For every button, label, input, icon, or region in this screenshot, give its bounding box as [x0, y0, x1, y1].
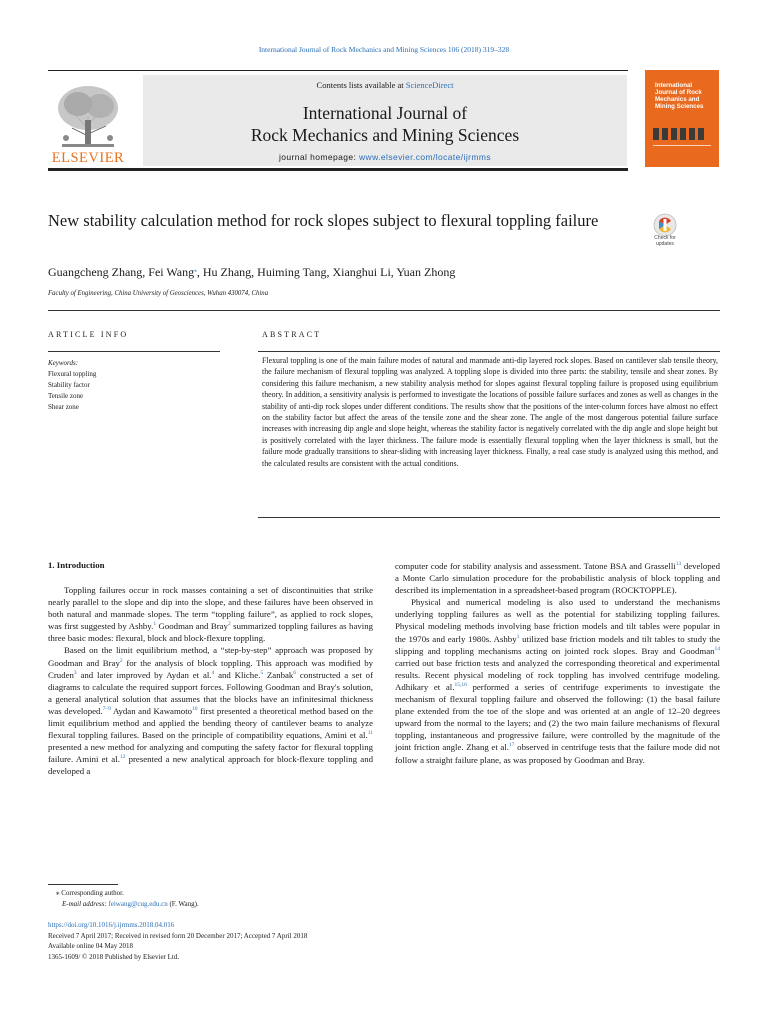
keyword: Flexural toppling — [48, 370, 97, 378]
keywords-label: Keywords: — [48, 359, 79, 367]
paragraph: Toppling failures occur in rock masses containing a set of discontinuities that strike nearly parallel to the slope and dip into the slope, and these failures have been observed in both natural and manmade slopes. The term “toppling failure”, as applied to rock slopes, was first suggested by Ashby.$^1$ Goodman and Bray$^2$ summarized toppling failures as having three basic modes: flexural, block and block-flexure toppling. — [48, 585, 373, 644]
citation-ref[interactable]: 5 — [260, 669, 264, 676]
header-bottom-rule — [48, 168, 628, 171]
journal-title: International Journal of Rock Mechanics and Mining Sciences — [250, 103, 520, 145]
citation-ref[interactable]: 6 — [293, 669, 297, 676]
body-column-left — [48, 584, 373, 778]
citation-ref[interactable]: 17 — [509, 742, 515, 749]
paragraph: Physical and numerical modeling is also used to understand the mechanisms underlying toppling failures as well as the potential for stabilizing toppling failures. Physical modeling methods involving base friction models and tilt tables were popular in the 1970s and early 1980s. Ashby$^1$ utilized base friction models and tilt tables to study the slipping and toppling mechanisms acting on jointed rock slopes. Bray and Goodman$^{14}$ carried out base friction tests and analyzed the corresponding theoretical and experimental results. Recent physical modeling of rock toppling has involved centrifuge modeling. Adhikary et al.$^{15,16}$ performed a series of centrifuge experiments to investigate the mechanism of flexural toppling failure and observed the following: (1) the basal failure plane extended from the toe of the slope and was oriented at an angle of 12–20 degrees upward from the normal to the layers; and (2) the two main failure mechanisms of flexural toppling, instantaneous and progressive failure, were controlled by the magnitude of the joint friction angle. Zhang et al.$^{17}$ observed in centrifuge tests that the failure mode did not follow a straight failure plane, as was proposed by Goodman and Bray. — [395, 597, 721, 765]
online-date: Available online 04 May 2018 — [48, 942, 134, 950]
received-dates: Received 7 April 2017; Received in revised form 20 December 2017; Accepted 7 April 2018 — [48, 931, 308, 940]
email-link[interactable]: feiwang@cug.edu.cn — [108, 900, 168, 908]
abstract-heading: ABSTRACT — [262, 330, 322, 339]
body-column-right — [395, 560, 720, 766]
citation-ref[interactable]: 2 — [227, 621, 231, 628]
cover-image-strip — [653, 128, 711, 140]
citation-ref[interactable]: 4 — [211, 669, 215, 676]
paragraph: computer code for stability analysis and assessment. Tatone BSA and Grasselli$^{13}$ developed a Monte Carlo simulation procedure for the probabilistic analysis of block toppling and described its implementation in a spreadsheet-based program (ROCKTOPPLE). — [395, 561, 720, 596]
paper-title: New stability calculation method for rock slopes subject to flexural toppling failure — [48, 211, 599, 230]
citation-ref[interactable]: 12 — [119, 754, 126, 761]
abstract-text: Flexural toppling is one of the main failure modes of natural and manmade anti-dip layered rock slopes. Based on cantilever slab tensile theory, the failure mechanism of flexural toppling was analyzed. A toppling slope is divided into three parts: the stability, tensile and shear zones. By considering this failure mechanism, a new stability analysis method for slopes against flexural toppling failure is proposed using equilibrium theory. In addition, a sensitivity analysis is performed to investigate the locations of possible failure surfaces and zones as well as changes in the stability of anti-dip rock slopes under different conditions. The results show that the positions of the inter-column forces have almost no effect on the stability factor but affect the areas of the tensile zone and the shear zone. The angle of the most dangerous potential failure surface increases with increasing dip angle and slope height, whereas the stability factor is negatively correlated with the dip angle and slope height but is positively correlated with the layer thickness. The failure mode is essentially flexural toppling when the layer thickness is small, but the failure mode gradually transitions to shear-sliding with increasing layer thickness. Finally, a real case study is analyzed using this method, and the calculated results are consistent with the actual conditions. — [262, 356, 718, 468]
footnote-rule — [48, 884, 118, 885]
header-top-rule — [48, 70, 628, 71]
publisher-name: ELSEVIER — [51, 150, 125, 166]
citation-ref[interactable]: 1 — [516, 633, 520, 640]
citation-ref[interactable]: 10 — [192, 705, 198, 712]
paragraph: Based on the limit equilibrium method, a “step-by-step” approach was proposed by Goodman and Bray$^2$ for the analysis of block toppling. This approach was modified by Cruden$^3$ and later improved by Aydan et al.$^4$ and Kliche.$^5$ Zanbak$^6$ constructed a set of diagrams to calculate the required support forces. Following Goodman and Bray's solution, a general analytical solution that assumes that the blocks have an infinitesimal thickness was developed.$^{7-9}$ Aydan and Kawamoto$^{10}$ first presented a theoretical method based on the limit equilibrium method and applied the bending theory of cantilever beams to analyze flexural toppling failures. Based on the principle of compatibility equations, Amini et al.$^{11}$ presented a new method for analyzing and computing the safety factor for flexural toppling failure. Amini et al.$^{12}$ presented a new analytical approach for block-flexure toppling and developed a — [48, 645, 373, 777]
citation-ref[interactable]: 7–9 — [102, 705, 111, 712]
cover-title: International Journal of Rock Mechanics and Mining Sciences — [655, 82, 704, 110]
affiliation: Faculty of Engineering, China University of Geosciences, Wuhan 430074, China — [48, 290, 269, 297]
keyword: Shear zone — [48, 403, 79, 411]
publication-info — [48, 920, 307, 962]
keyword: Stability factor — [48, 381, 90, 389]
journal-citation[interactable]: International Journal of Rock Mechanics and Mining Sciences 106 (2018) 319–328 — [258, 45, 510, 54]
journal-cover-thumbnail[interactable] — [645, 70, 719, 167]
citation-ref[interactable]: 2 — [119, 657, 123, 664]
citation-ref[interactable]: 11 — [367, 730, 373, 737]
keyword: Tensile zone — [48, 392, 84, 400]
footnote — [48, 888, 199, 910]
citation-ref[interactable]: 14 — [714, 645, 720, 652]
crossmark-label[interactable]: Check for updates — [654, 235, 676, 247]
citation-ref[interactable]: 1 — [153, 621, 157, 628]
cover-divider — [653, 145, 711, 146]
title-divider — [48, 310, 720, 311]
article-info-heading: ARTICLE INFO — [48, 330, 129, 339]
citation-ref[interactable]: 3 — [73, 669, 77, 676]
homepage-link[interactable]: www.elsevier.com/locate/ijrmms — [359, 152, 491, 162]
section-heading-introduction: 1. Introduction — [48, 560, 105, 570]
keywords-rule — [48, 351, 220, 352]
corresponding-author-note: ⁎ Corresponding author. — [56, 889, 124, 897]
citation-ref[interactable]: 15,16 — [454, 681, 467, 688]
contents-line: Contents lists available at ScienceDirect — [316, 80, 454, 90]
corresponding-marker[interactable]: ⁎ — [194, 268, 197, 274]
keywords-block — [48, 358, 96, 413]
author-list: Guangcheng Zhang, Fei Wang⁎, Hu Zhang, Huiming Tang, Xianghui Li, Yuan Zhong — [48, 265, 456, 279]
doi-link[interactable]: https://doi.org/10.1016/j.ijrmms.2018.04.016 — [48, 921, 175, 929]
journal-homepage: journal homepage: www.elsevier.com/locate/ijrmms — [279, 152, 491, 162]
citation-ref[interactable]: 13 — [675, 561, 682, 567]
email-line: E-mail address: feiwang@cug.edu.cn (F. Wang). — [62, 900, 199, 908]
copyright: 1365-1609/ © 2018 Published by Elsevier Ltd. — [48, 952, 180, 961]
sciencedirect-link[interactable]: ScienceDirect — [405, 80, 454, 90]
